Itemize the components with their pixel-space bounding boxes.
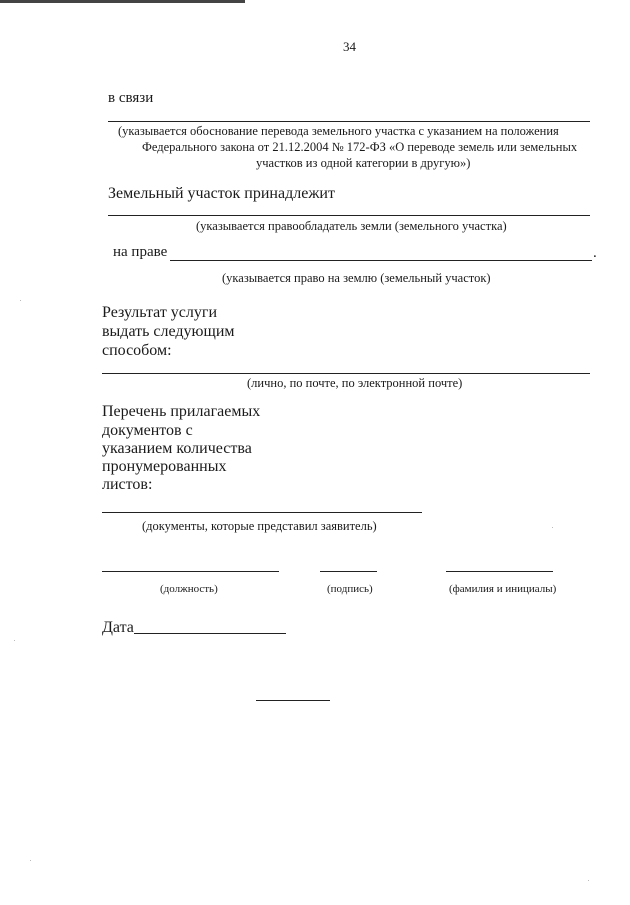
scan-speck (552, 527, 553, 528)
right-note: (указывается право на землю (земельный участок) (222, 271, 491, 285)
ownership-note: (указывается правообладатель земли (земельного участка) (196, 219, 507, 233)
scan-speck (20, 300, 21, 301)
right-field-line[interactable] (170, 260, 592, 261)
result-label-line2: выдать следующим (102, 323, 235, 340)
result-label-line3: способом: (102, 342, 172, 359)
documents-note: (документы, которые представил заявитель) (142, 519, 377, 533)
top-edge-mark (0, 0, 245, 3)
name-note: (фамилия и инициалы) (449, 583, 557, 595)
documents-field-line[interactable] (102, 512, 422, 513)
connection-note-line3: участков из одной категории в другую») (256, 156, 471, 170)
signature-field-line[interactable] (320, 571, 377, 572)
result-note: (лично, по почте, по электронной почте) (247, 376, 463, 390)
scan-speck (14, 640, 15, 641)
documents-label-line3: указанием количества (102, 440, 252, 457)
documents-label-line2: документов с (102, 422, 193, 439)
scan-speck (588, 880, 589, 881)
documents-label-line4: пронумерованных (102, 458, 227, 475)
scan-speck (30, 860, 31, 861)
date-field-line[interactable] (134, 633, 286, 634)
page-number: 34 (343, 39, 356, 54)
connection-note-line2: Федерального закона от 21.12.2004 № 172-ФЗ «О переводе земель или земельных (142, 140, 578, 154)
position-note: (должность) (160, 583, 218, 595)
documents-label-line1: Перечень прилагаемых (102, 403, 261, 420)
connection-label: в связи (108, 90, 154, 106)
name-field-line[interactable] (446, 571, 553, 572)
right-label: на праве (113, 244, 168, 260)
connection-field-line[interactable] (108, 121, 590, 122)
closing-separator (256, 700, 330, 701)
documents-label-line5: листов: (102, 476, 153, 493)
connection-note-line1: (указывается обоснование перевода земельного участка с указанием на положения (118, 124, 559, 138)
result-label-line1: Результат услуги (102, 304, 218, 321)
date-label: Дата (102, 619, 134, 636)
ownership-field-line[interactable] (108, 215, 590, 216)
right-end-mark: . (593, 245, 597, 261)
signature-note: (подпись) (327, 583, 373, 595)
position-field-line[interactable] (102, 571, 279, 572)
result-field-line[interactable] (102, 373, 590, 374)
ownership-label: Земельный участок принадлежит (108, 185, 335, 202)
